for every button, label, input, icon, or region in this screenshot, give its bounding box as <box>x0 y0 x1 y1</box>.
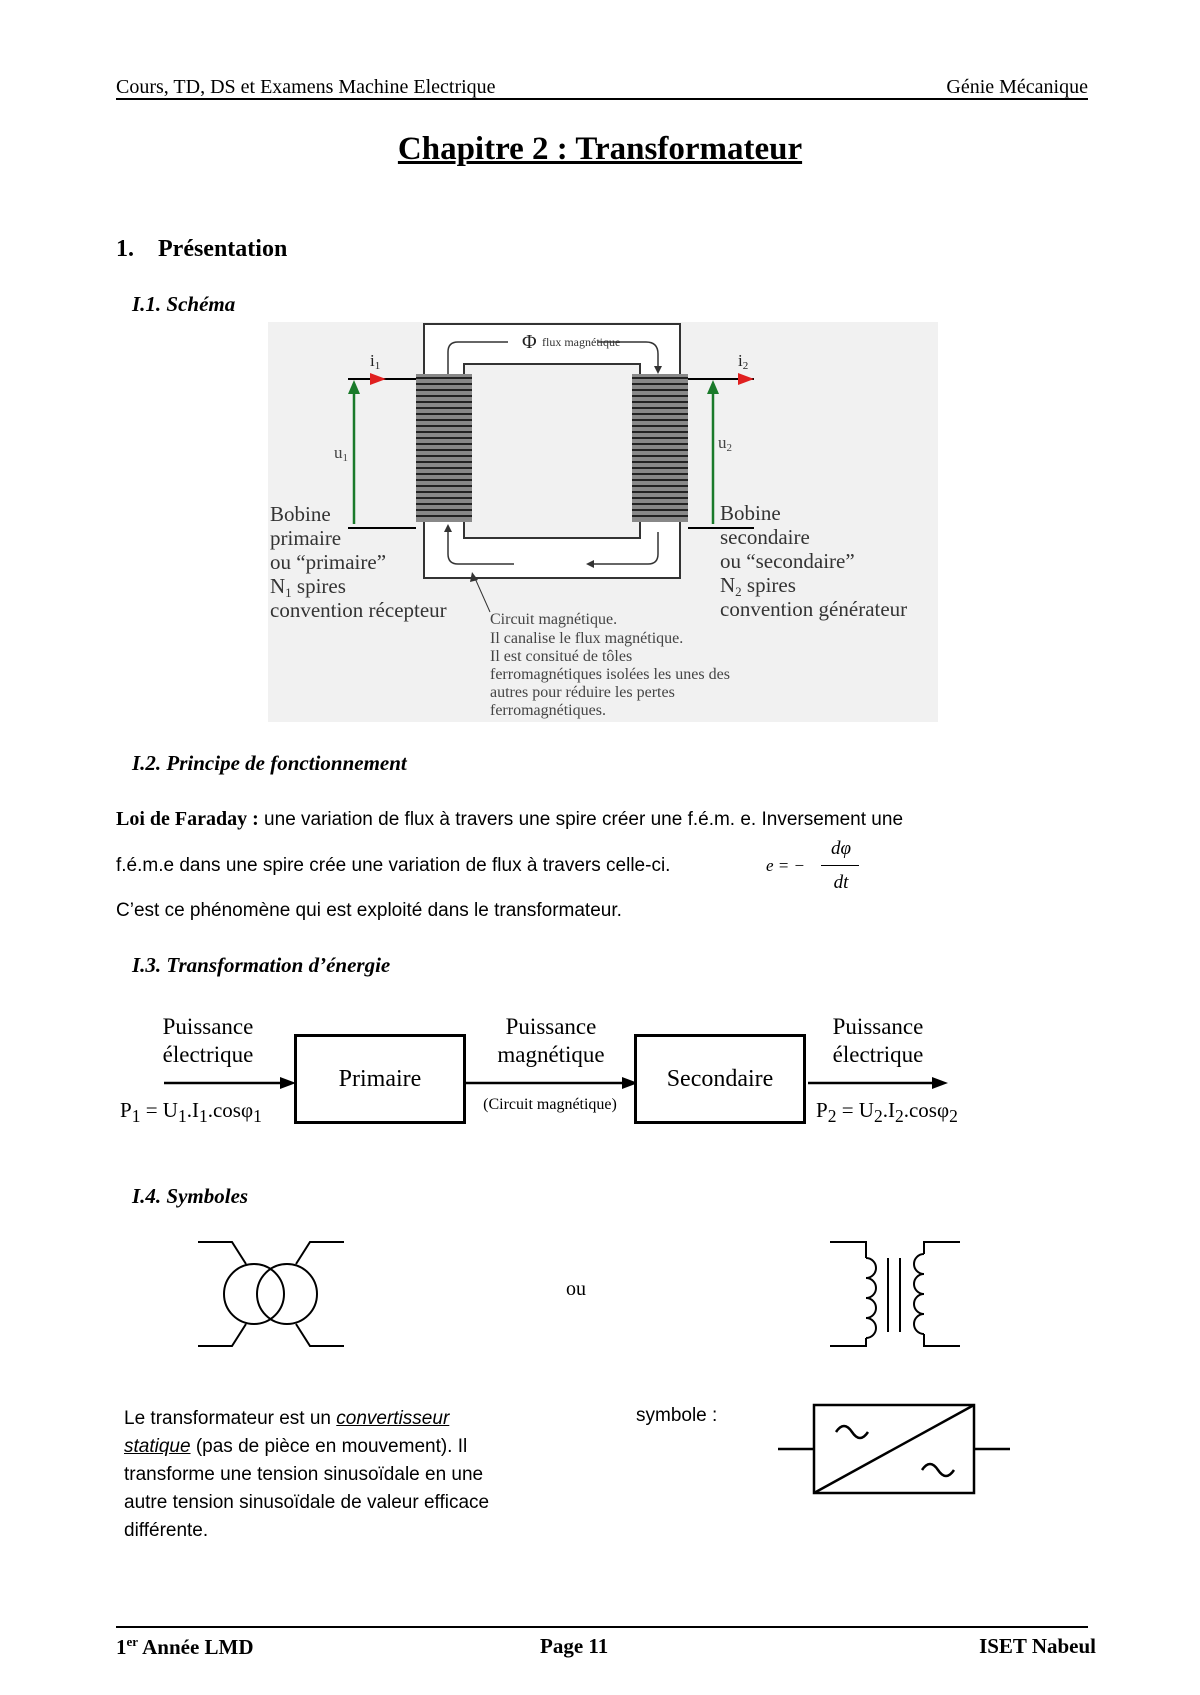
primary-coil <box>416 374 472 522</box>
transformer-symbol-circles <box>196 1240 346 1348</box>
svg-text:ou “primaire”: ou “primaire” <box>270 550 387 574</box>
output-power-label: Puissance électrique <box>832 1014 924 1067</box>
footer-left: 1er Année LMD <box>116 1634 254 1659</box>
header-left: Cours, TD, DS et Examens Machine Electrique <box>116 76 496 98</box>
faraday-eq-bar <box>821 865 859 866</box>
section-title: Présentation <box>158 236 288 262</box>
symbole-label: symbole : <box>636 1405 718 1426</box>
svg-text:secondaire: secondaire <box>720 525 810 549</box>
svg-text:convention générateur: convention générateur <box>720 597 908 621</box>
link-convertisseur: convertisseur <box>336 1408 450 1429</box>
u1-sub: 1 <box>342 452 348 464</box>
faraday-text1: une variation de flux à travers une spire créer une f.é.m. e. Inversement une <box>258 809 904 830</box>
primary-box: Primaire <box>294 1034 466 1124</box>
footer-rule <box>116 1626 1088 1628</box>
transformer-schema <box>268 322 938 722</box>
u1-label: u <box>334 443 343 462</box>
header-rule <box>116 98 1088 100</box>
svg-text:N1 spires: N1 spires <box>270 574 346 600</box>
svg-text:primaire: primaire <box>270 526 342 550</box>
flux-label: flux magnétique <box>542 335 621 349</box>
converter-symbol <box>776 1402 1012 1496</box>
faraday-line1 <box>116 804 1096 835</box>
magnetic-circuit-note: (Circuit magnétique) <box>483 1096 617 1113</box>
i2-sub: 2 <box>742 360 749 372</box>
svg-text:ferromagnétiques isolées les u: ferromagnétiques isolées les unes des <box>490 666 730 683</box>
or-label: ou <box>566 1278 586 1300</box>
subsection-energie: I.3. Transformation d’énergie <box>132 953 391 977</box>
faraday-line2: f.é.m.e dans une spire crée une variation de flux à travers celle-ci. <box>116 855 671 876</box>
phi-symbol: Φ <box>522 331 537 353</box>
u2-sub: 2 <box>726 442 732 454</box>
page-number: Page 11 <box>540 1634 609 1658</box>
converter-paragraph: Le transformateur est un convertisseur statique (pas de pièce en mouvement). Il transforme une tension sinusoïdale en une autre tension sinusoïdale de valeur efficace différente. <box>124 1408 490 1541</box>
magnetic-power-label: Puissance magnétique <box>497 1014 605 1067</box>
link-statique: statique <box>124 1436 191 1457</box>
subsection-symboles: I.4. Symboles <box>132 1184 249 1208</box>
svg-text:autres pour réduire les pertes: autres pour réduire les pertes <box>490 684 675 701</box>
faraday-eq-den: dt <box>833 872 849 893</box>
svg-text:N2 spires: N2 spires <box>720 573 796 599</box>
transformer-symbol-coils <box>828 1240 962 1348</box>
p2-formula: $P_2 = U_2.I_2.\cos\varphi_2$ <box>816 1098 958 1127</box>
svg-text:Bobine: Bobine <box>270 502 331 526</box>
svg-text:convention récepteur: convention récepteur <box>270 598 447 622</box>
faraday-eq-lhs: e = − <box>766 856 805 875</box>
i1-label: i <box>370 351 375 370</box>
section-number: 1. <box>116 236 134 262</box>
faraday-label: Loi de Faraday : <box>116 808 259 830</box>
i1-sub: 1 <box>374 360 381 372</box>
footer-right: ISET Nabeul <box>979 1634 1096 1658</box>
secondary-box: Secondaire <box>634 1034 806 1124</box>
secondary-coil <box>632 374 688 522</box>
input-power-label: Puissance électrique <box>162 1014 254 1067</box>
u2-label: u <box>718 433 727 452</box>
subsection-principe: I.2. Principe de fonctionnement <box>132 751 407 775</box>
svg-text:Il canalise le flux magnétique: Il canalise le flux magnétique. <box>490 630 684 647</box>
i2-label: i <box>738 351 743 370</box>
svg-text:Bobine: Bobine <box>720 501 781 525</box>
svg-text:Il est consitué de tôles: Il est consitué de tôles <box>490 648 633 665</box>
faraday-line3: C’est ce phénomène qui est exploité dans le transformateur. <box>116 900 622 921</box>
svg-text:ferromagnétiques.: ferromagnétiques. <box>490 702 606 719</box>
p1-formula: $P_1 = U_1.I_1.\cos\varphi_1$ <box>120 1098 262 1127</box>
svg-text:Circuit magnétique.: Circuit magnétique. <box>490 611 618 628</box>
page-title: Chapitre 2 : Transformateur <box>397 131 803 167</box>
header-right: Génie Mécanique <box>946 76 1088 98</box>
faraday-eq-num: dφ <box>830 838 851 859</box>
svg-text:ou “secondaire”: ou “secondaire” <box>720 549 855 573</box>
subsection-schema: I.1. Schéma <box>132 292 236 316</box>
